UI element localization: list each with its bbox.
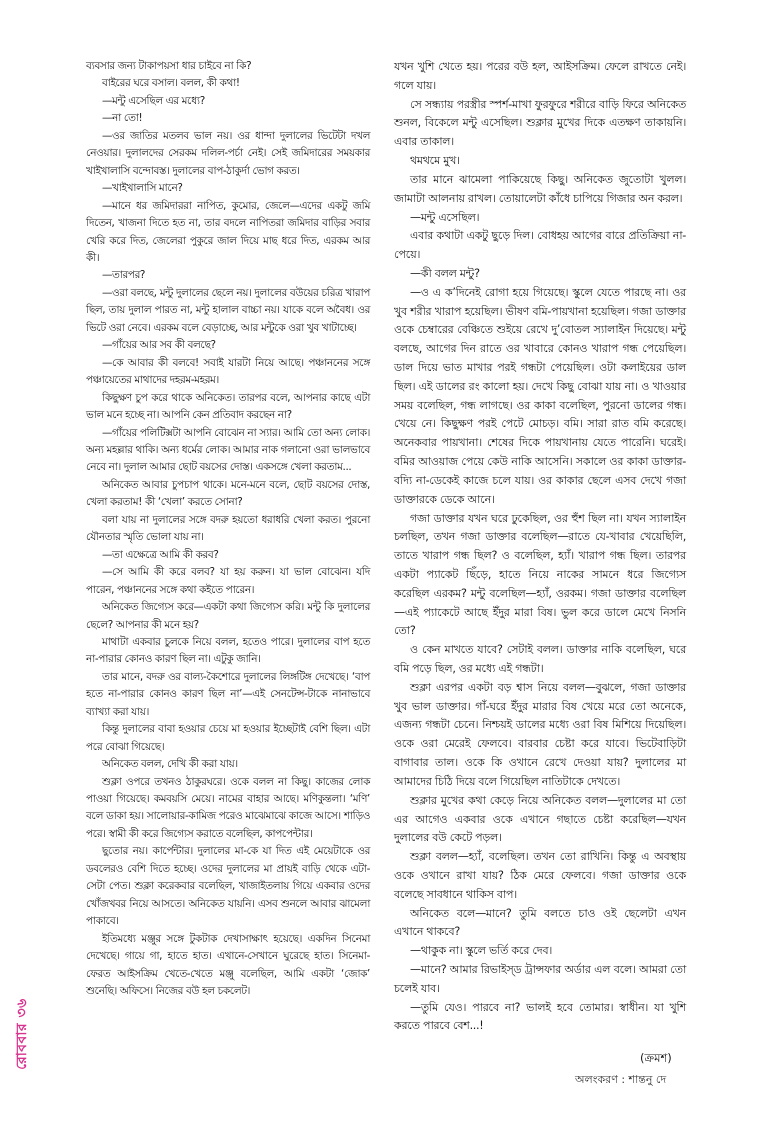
paragraph: গজা ডাক্তার যখন ঘরে ঢুকেছিল, ওর হুঁশ ছিল না। যখন স্যালাইন চলছিল, তখন গজা ডাক্তার বলেছিল—রাতে যে-খাবার খেয়েছিলি, তাতে খারাপ গন্ধ ছিল? ও বলেছিল, হ্যাঁ। খারাপ গন্ধ ছিল। তারপর একটা প্যাকেট ছিঁড়ে, হাতে নিয়ে নাকের সামনে ধরে জিগ্যেস করেছিল এরকম? মন্টু বলেছিল—হ্যাঁ, ওরকম। গজা ডাক্তার বলেছিল—এই প্যাকেটে আছে ইঁদুর মারা বিষ। ভুল করে ডালে মেখে নিসনি তো? [394, 511, 686, 638]
illustration-credit: অলংকরণ : শান্তনু দে [575, 1073, 667, 1086]
paragraph: —মন্টু এসেছিল এর মধ্যে? [102, 94, 205, 107]
paragraph: ইতিমধ্যে মঞ্জুর সঙ্গে টুকটাক দেখাসাক্ষাৎ হয়েছে। একদিন সিনেমা দেখেছে। গায়ে গা, হাতে হাত। এখানে-সেখানে ঘুরেছে হাত। সিনেমা-ফেরত আইসক্রিম খেতে-খেতে মঞ্জু বলেছিল, আমি একটা ‘জোক’ শুনেছি। অফিসে। নিজের বউ হল চকলেট। [86, 932, 370, 998]
paragraph: —গাঁয়ের আর সব কী বলছে? [102, 339, 216, 352]
paragraph: —ওর জাতির মতলব ভাল নয়। ওর ধান্দা দুলালের ভিটেটা দখল নেওয়ার। দুলালদের সেরকম দলিল-পর্চা নেই। সেই জমিদারের সময়কার খাইখালাসি বন্দোবস্ত। দুলালের বাপ-ঠাকুর্দা ভোগ করত। [86, 129, 370, 177]
paragraph: মাথাটা একবার চুলকে নিয়ে বলল, হতেও পারে। দুলালের বাপ হতে না-পারার কোনও কারণ ছিল না। এটুকু জানি। [86, 635, 370, 666]
paragraph: তার মানে ঝামেলা পাকিয়েছে কিছু। অনিকেত জুতোটা খুলল। জামাটা আলনায় রাখল। তোয়ালেটা কাঁধে চাপিয়ে গিজার অন করল। [394, 172, 686, 205]
paragraph: বাইরের ঘরে বসাল। বলল, কী কথা! [102, 77, 240, 90]
paragraph: —কী বলল মন্টু? [410, 266, 480, 280]
paragraph: অনিকেত জিগ্যেস করে—একটা কথা জিগ্যেস করি। মন্টু কি দুলালের ছেলে? আপনার কী মনে হয়? [86, 601, 370, 631]
paragraph: —খাইখালাসি মানে? [102, 182, 183, 195]
paragraph: ব্যবসার জন্য টাকাপয়সা ধার চাইবে না কি? [86, 60, 252, 72]
paragraph: ছুতোর নয়। কার্পেন্টার। দুলালের মা-কে যা দিত এই মেয়েটাকে ওর ডবলেরও বেশি দিতে হচ্ছে। ওদের দুলালের মা প্রায়ই বাড়ি থেকে এটা-সেটা পেত। শুক্লা করেকবার বলেছিল, খাজাইতলায় গিয়ে একবার ওদের খোঁজখবর নিয়ে আসতে। অনিকেত যায়নি। এসব শুনলে আবার ঝামেলা পাকাবে। [86, 845, 370, 928]
paragraph: —তুমি যেও। পারবে না? ভালই হবে তোমার। স্বাধীন। যা খুশি করতে পারবে বেশ...! [394, 1000, 686, 1033]
to-be-continued: (ক্রমশ) [640, 1051, 672, 1065]
paragraph: —না তো! [102, 112, 143, 125]
paragraph: —কে আবার কী বলবে! সবাই যারটা নিয়ে আছে। পঞ্চাননের সঙ্গে পঞ্চায়েতের মাথাদের দহরম-মহরম। [86, 356, 370, 387]
paragraph: শুক্লা এরপর একটা বড় শ্বাস নিয়ে বলল—বুঝলে, গজা ডাক্তার খুব ভাল ডাক্তার। গাঁ-ঘরে ইঁদুর মারার বিষ খেয়ে মরে তো অনেকে, এজন্য গন্ধটা চেনে। নিশ্চয়ই ডালের মধ্যে ওরা বিষ মিশিয়ে দিয়েছিল। ওকে ওরা মেরেই ফেলবে। বারবার চেষ্টা করে যাবে। ভিটেবাড়িটা বাগাবার তাল। ওকে কি ওখানে রেখে দেওয়া যায়? দুলালের মা আমাদের চিঠি দিয়ে বলে গিয়েছিল নাতিটাকে দেখতে। [394, 680, 686, 788]
paragraph: অনিকেত বলল, দেখি কী করা যায়। [102, 758, 238, 771]
paragraph: অনিকেত বলে—মানে? তুমি বলতে চাও ওই ছেলেটা এখন এখানে থাকবে? [394, 906, 686, 939]
paragraph: শুক্লা বলল—হ্যাঁ, বলেছিল। তখন তো রাখিনি। কিন্তু এ অবস্থায় ওকে ওখানে রাখা যায়? ঠিক মেরে ফেলবে। গজা ডাক্তার ওকে বলেছে সাবধানে থাকিস বাপ। [394, 850, 686, 901]
paragraph: —মানে? আমার রিভাইস্ড ট্রান্সফার অর্ডার এল বলে। আমরা তো চলেই যাব। [394, 963, 686, 995]
right-text-column [394, 58, 686, 1036]
paragraph: —ও এ ক’দিনেই রোগা হয়ে গিয়েছে। স্কুলে যেতে পারছে না। ওর খুব শরীর খারাপ হয়েছিল। ভীষণ বমি-পায়খানা হয়েছিল। গজা ডাক্তার ওকে চেম্বারের বেঞ্চিতে শুইয়ে রেখে দু’বোতল স্যালাইন দিয়েছে। মন্টু বলছে, আগের দিন রাতে ওর খাবারে কোনও খারাপ গন্ধ পেয়েছিল। ডাল দিয়ে ভাত মাখার পরই গন্ধটা পেয়েছিল। ওটা কলাইয়ের ডাল ছিল। এই ডালের রং কালো হয়। দেখে কিছু বোঝা যায় না। ও খাওয়ার সময় বলেছিল, গন্ধ লাগছে। ওর কাকা বলেছিল, পুরনো ডালের গন্ধ। খেয়ে নে। কিছুক্ষণ পরই পেটে মোচড়। বমি। সারা রাত বমি করেছে। অনেকবার পায়খানা। শেষের দিকে পায়খানায় যেতে পারেনি। ঘরেই। বমির আওয়াজ পেয়ে কেউ নাকি আসেনি। সকালে ওর কাকা ডাক্তার-বদ্যি না-ডেকেই কাজে চলে যায়। ওর কাকার ছেলে এসব দেখে গজা ডাক্তারকে ডেকে আনে। [394, 285, 686, 506]
paragraph: এবার কথাটা একটু ছুড়ে দিল। বোধহয় আগের বারে প্রতিক্রিয়া না-পেয়ে। [394, 229, 686, 262]
paragraph: শুক্লার মুখের কথা কেড়ে নিয়ে অনিকেত বলল—দুলালের মা তো এর আগেও একবার ওকে এখানে গছাতে চেষ্টা করেছিল—যখন দুলালের বউ কেটে পড়ল। [394, 793, 686, 845]
paragraph: —থাকুক না। স্কুলে ভর্তি করে দেব। [410, 944, 552, 958]
paragraph: —তা এক্ষেত্রে আমি কী করব? [102, 548, 219, 561]
paragraph: —মন্টু এসেছিল। [410, 210, 480, 224]
paragraph: সে সন্ধ্যায় পরস্ত্রীর স্পর্শ-মাখা ফুরফুরে শরীরে বাড়ি ফিরে অনিকেত শুনল, বিকেলে মন্টু এসেছিল। শুক্লার মুখের দিকে এতক্ষণ তাকায়নি। এবার তাকাল। [394, 97, 686, 149]
paragraph: অনিকেত আবার চুপচাপ থাকে। মনে-মনে বলে, ছোট বয়সের দোস্ত, খেলা করতাম! কী ‘খেলা’ করতে সোনা? [86, 478, 370, 509]
paragraph: যখন খুশি খেতে হয়। পরের বউ হল, আইসক্রিম। ফেলে রাখতে নেই। গলে যায়। [394, 60, 686, 92]
paragraph: ও কেন মাখতে যাবে? সেটাই বলল। ডাক্তার নাকি বলেছিল, ঘরে বমি পড়ে ছিল, ওর মধ্যে এই গন্ধটা। [394, 643, 686, 675]
paragraph: থমথমে মুখ। [410, 154, 460, 168]
paragraph: বলা যায় না দুলালের সঙ্গে বদরু হয়তো ধরাধরি খেলা করত। পুরনো যৌনতার স্মৃতি ভোলা যায় না। [86, 513, 370, 544]
paragraph: —তারপর? [102, 269, 146, 282]
paragraph: শুক্লা ওপরে তখনও ঠাকুরঘরে। ওকে বলল না কিছু। কাজের লোক পাওয়া গিয়েছে। কমবয়সি মেয়ে। নামের বাহার আছে। মণিকুন্তলা। ‘মণি’ বলে ডাকা হয়। সালোয়ার-কামিজ পরেও মাঝেমাঝে কাজে আসে। শাড়িও পরে। স্বামী কী করে জিগ্যেস করাতে বলেছিল, কাপপেন্টার। [86, 775, 370, 840]
paragraph: কিছুক্ষণ চুপ করে থাকে অনিকেত। তারপর বলে, আপনার কাছে এটা ভাল মনে হচ্ছে না। আপনি কেন প্রতিবাদ করছেন না? [86, 391, 370, 422]
paragraph: —ওরা বলছে, মন্টু দুলালের ছেলে নয়। দুলালের বউয়ের চরিত্র খারাপ ছিল, তায় দুলাল পারত না, মন্টু হালাল বাচ্চা নয়। যাকে বলে অবৈধ। ওর ভিটে ওরা নেবে। এরকম বলে বেড়াচ্ছে, আর মন্টুকে ওরা খুব খাটাচ্ছে। [86, 286, 370, 334]
paragraph: —মানে ধর জমিদাররা নাপিত, কুমোর, জেলে—এদের একটু জমি দিতেন, খাজনা দিতে হত না, তার বদলে নাপিতরা জমিদার বাড়ির সবার খেরি করে দিত, জেলেরা পুকুরে জাল দিয়ে মাছ ধরে দিত, এরকম আর কী। [86, 199, 370, 264]
paragraph: —গাঁয়ের পলিটিক্সটা আপনি বোঝেন না স্যার। আমি তো অন্য লোক। অন্য মহল্লার থাকি। অন্য ধর্মের লোক। আমার নাক গলানো ওরা ভালভাবে নেবে না। দুলাল আমার ছোট বয়সের দোস্ত। একসঙ্গে খেলা করতাম... [86, 426, 370, 474]
left-text-column [86, 58, 370, 1000]
paragraph: কিন্তু দুলালের বাবা হওয়ার চেয়ে মা হওয়ার ইচ্ছেটাই বেশি ছিল। এটা পরে বোঝা গিয়েছে। [86, 723, 370, 753]
sidebar-label: রোববার ৩৬ [14, 998, 30, 1070]
paragraph: তার মানে, বদরু ওর বাল্য-কৈশোরে দুলালের লিঙ্গটিঙ্গ দেখেছে। ‘বাপ হতে না-পারার কোনও কারণ ছিল না’—এই সেনটেন্স-টাকে নানাভাবে ব্যাখ্যা করা যায়। [86, 670, 370, 718]
paragraph: —সে আমি কী করে বলব? যা হয় করুন। যা ভাল বোঝেন। যদি পারেন, পঞ্চাননের সঙ্গে কথা কইতে পারেন। [86, 566, 370, 596]
page-number-sidebar [10, 1000, 34, 1068]
